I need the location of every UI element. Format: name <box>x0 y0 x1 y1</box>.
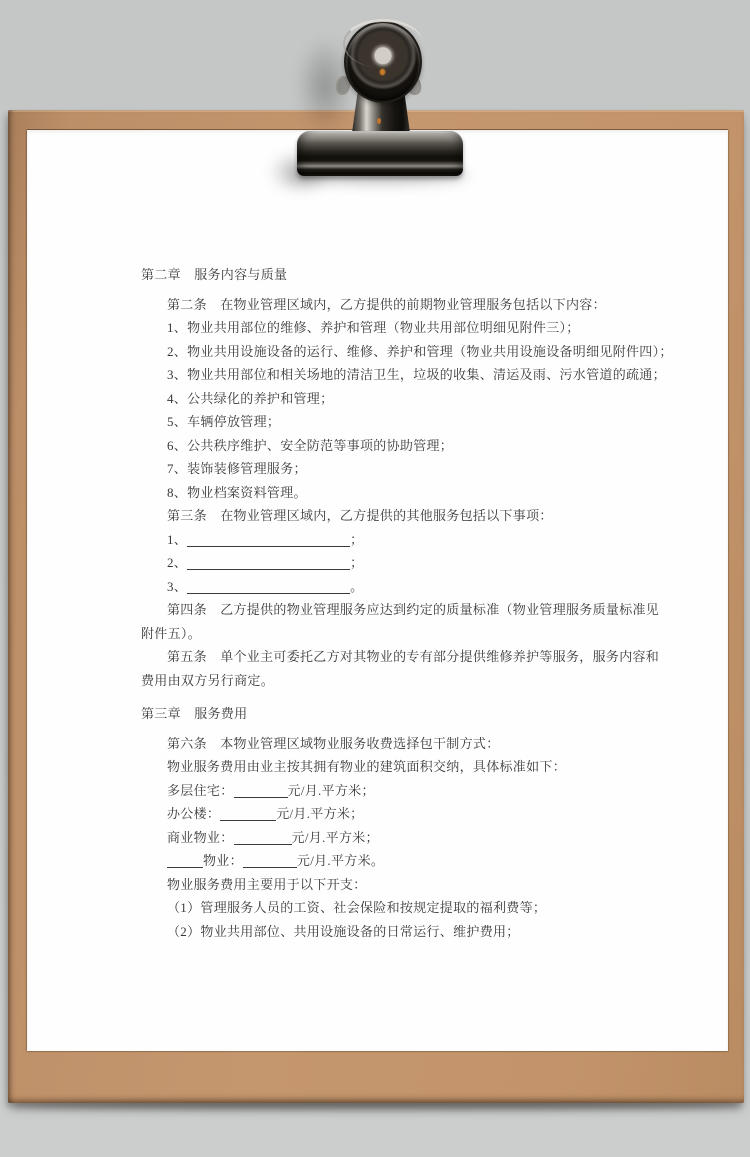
text-segment: 物业： <box>203 853 243 868</box>
document-line <box>141 457 615 481</box>
text-segment: （1）管理服务人员的工资、社会保险和按规定提取的福利费等； <box>167 900 547 915</box>
document-line <box>141 481 615 505</box>
document-lines <box>141 263 673 943</box>
document-line <box>141 340 673 364</box>
text-segment: ； <box>350 531 364 547</box>
document-line <box>141 598 660 622</box>
text-segment: 元/月.平方米； <box>276 806 364 821</box>
document-line <box>141 755 615 779</box>
binder-clip-knob <box>344 21 422 103</box>
text-segment: 物业服务费用由业主按其拥有物业的建筑面积交纳，具体标准如下： <box>167 759 567 774</box>
text-segment: 2、物业共用设施设备的运行、维修、养护和管理（物业共用设施设备明细见附件四）； <box>167 343 673 359</box>
text-segment: （2）物业共用部位、共用设施设备的日常运行、维护费用； <box>167 923 520 939</box>
document-line <box>141 849 615 873</box>
blank-underline <box>167 856 203 868</box>
text-segment: 第三条 在物业管理区域内，乙方提供的其他服务包括以下事项： <box>167 508 553 523</box>
board-drop-shadow <box>14 1101 738 1110</box>
text-segment: 1、 <box>167 531 188 547</box>
document-line <box>141 387 615 411</box>
text-segment: 3、物业共用部位和相关场地的清洁卫生，垃圾的收集、清运及雨、污水管道的疏通； <box>167 367 666 382</box>
document-line <box>141 410 615 434</box>
document-line <box>141 263 615 287</box>
document-line <box>141 316 615 340</box>
text-segment: 附件五）。 <box>141 625 202 641</box>
text-segment: 费用由双方另行商定。 <box>141 672 275 688</box>
text-segment: 第三章 服务费用 <box>141 706 248 721</box>
text-segment: 2、 <box>167 555 188 570</box>
document-line <box>141 504 615 528</box>
paper-sheet <box>27 130 728 1051</box>
text-segment: 办公楼： <box>167 806 221 821</box>
text-segment: 1、物业共用部位的维修、养护和管理（物业共用部位明细见附件三）； <box>167 320 580 335</box>
document-line <box>141 779 615 803</box>
document-line <box>141 802 615 826</box>
document-line <box>141 622 615 646</box>
blank-underline <box>234 785 288 797</box>
clip-glint <box>380 69 385 75</box>
text-segment: 元/月.平方米。 <box>296 853 385 868</box>
binder-clip-jaw <box>297 131 463 176</box>
blank-underline <box>187 581 350 593</box>
text-segment: 多层住宅： <box>167 782 234 798</box>
text-segment: 第二章 服务内容与质量 <box>141 267 288 282</box>
text-segment: ； <box>350 555 364 570</box>
blank-underline <box>234 832 292 844</box>
document-line <box>141 551 615 575</box>
text-segment: 7、装饰装修管理服务； <box>167 461 307 476</box>
document-line <box>141 896 615 920</box>
text-segment: 第六条 本物业管理区域物业服务收费选择包干制方式： <box>167 735 500 751</box>
text-segment: 第二条 在物业管理区域内，乙方提供的前期物业管理服务包括以下内容： <box>167 296 606 312</box>
document-line <box>141 528 615 552</box>
text-segment: 第四条 乙方提供的物业管理服务应达到约定的质量标准（物业管理服务质量标准见 <box>167 602 660 617</box>
blank-underline <box>243 856 297 868</box>
blank-underline <box>187 558 350 570</box>
document-line <box>141 873 615 897</box>
document-line <box>141 645 660 669</box>
text-segment: 。 <box>350 578 364 594</box>
document-line <box>141 920 615 944</box>
text-segment: 第五条 单个业主可委托乙方对其物业的专有部分提供维修养护等服务，服务内容和 <box>167 649 660 664</box>
text-segment: 4、公共绿化的养护和管理； <box>167 390 334 406</box>
text-segment: 物业服务费用主要用于以下开支： <box>167 876 367 892</box>
text-segment: 商业物业： <box>167 829 234 845</box>
blank-underline <box>220 809 276 821</box>
document-line <box>141 669 615 693</box>
document-line <box>141 732 615 756</box>
document-line <box>141 363 666 387</box>
text-segment: 8、物业档案资料管理。 <box>167 484 307 500</box>
text-segment: 元/月.平方米； <box>291 829 379 845</box>
blank-underline <box>187 534 350 546</box>
document-line <box>141 575 615 599</box>
text-segment: 5、车辆停放管理； <box>167 414 281 429</box>
document-line <box>141 702 615 726</box>
document-line <box>141 293 615 317</box>
document-line <box>141 434 615 458</box>
text-segment: 3、 <box>167 578 188 594</box>
text-segment: 6、公共秩序维护、安全防范等事项的协助管理； <box>167 437 454 453</box>
document-line <box>141 826 615 850</box>
text-segment: 元/月.平方米； <box>287 782 375 798</box>
